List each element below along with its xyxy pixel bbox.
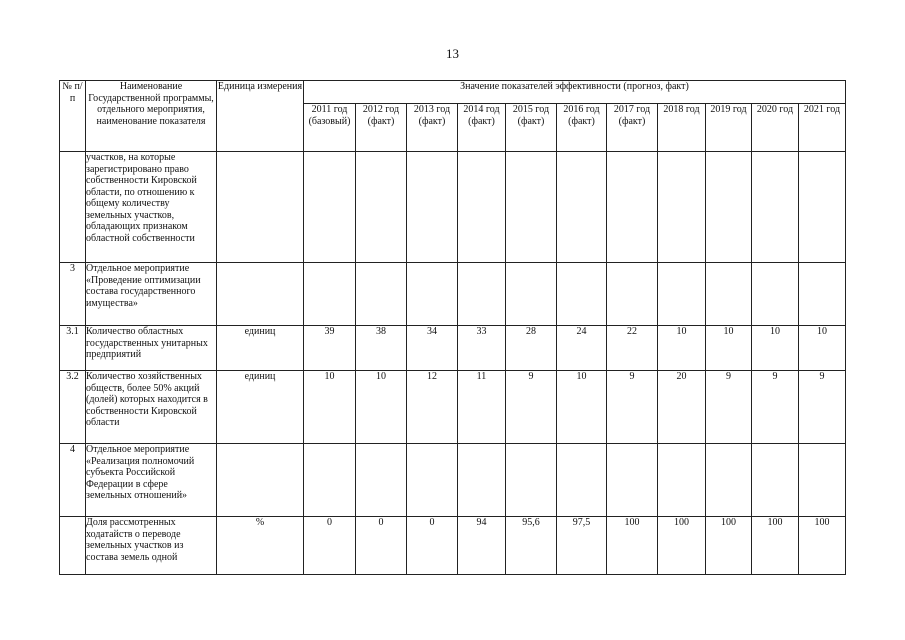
row-value — [356, 444, 407, 517]
row-unit: единиц — [217, 326, 304, 371]
row-name: Отдельное мероприятие «Проведение оптимизации состава государственного имущества» — [86, 263, 217, 326]
row-value: 11 — [458, 371, 506, 444]
row-name: участков, на которые зарегистрировано право собственности Кировской области, по отношению к общему количеству земельных участков, обладающих признаком областной собственности — [86, 152, 217, 263]
row-num: 3.2 — [60, 371, 86, 444]
row-value: 20 — [658, 371, 706, 444]
row-value — [304, 263, 356, 326]
row-value — [407, 444, 458, 517]
row-unit — [217, 444, 304, 517]
row-value: 9 — [799, 371, 846, 444]
row-value — [557, 444, 607, 517]
row-name: Отдельное мероприятие «Реализация полномочий субъекта Российской Федерации в сфере земельных отношений» — [86, 444, 217, 517]
header-name: Наименование Государственной программы, отдельного мероприятия, наименование показателя — [86, 81, 217, 152]
row-value — [752, 444, 799, 517]
table-row — [60, 152, 846, 263]
row-value: 94 — [458, 517, 506, 575]
row-value: 0 — [407, 517, 458, 575]
row-num — [60, 152, 86, 263]
row-value: 9 — [752, 371, 799, 444]
row-value — [706, 152, 752, 263]
row-value — [658, 444, 706, 517]
row-value: 0 — [304, 517, 356, 575]
year-header: 2012 год (факт) — [356, 104, 407, 152]
year-header: 2018 год — [658, 104, 706, 152]
row-value: 39 — [304, 326, 356, 371]
row-name: Количество хозяйственных обществ, более 50% акций (долей) которых находится в собственности Кировской области — [86, 371, 217, 444]
row-value: 10 — [658, 326, 706, 371]
row-value — [407, 152, 458, 263]
row-value — [607, 152, 658, 263]
year-header: 2021 год — [799, 104, 846, 152]
row-value — [506, 263, 557, 326]
header-unit: Единица измерения — [217, 81, 304, 152]
row-value: 10 — [557, 371, 607, 444]
year-header: 2017 год (факт) — [607, 104, 658, 152]
row-value — [752, 263, 799, 326]
row-value — [304, 444, 356, 517]
row-value — [706, 263, 752, 326]
row-value — [458, 263, 506, 326]
indicators-table — [59, 80, 846, 575]
row-value: 10 — [304, 371, 356, 444]
row-value: 9 — [506, 371, 557, 444]
row-unit — [217, 152, 304, 263]
table-row — [60, 444, 846, 517]
row-value — [799, 444, 846, 517]
row-value: 34 — [407, 326, 458, 371]
row-value — [607, 444, 658, 517]
row-value: 9 — [706, 371, 752, 444]
year-header: 2019 год — [706, 104, 752, 152]
row-num: 3 — [60, 263, 86, 326]
row-num — [60, 517, 86, 575]
table-row — [60, 326, 846, 371]
year-header: 2020 год — [752, 104, 799, 152]
row-value: 38 — [356, 326, 407, 371]
header-values-title: Значение показателей эффективности (прогноз, факт) — [304, 81, 846, 104]
row-value — [356, 152, 407, 263]
row-value: 28 — [506, 326, 557, 371]
row-value — [407, 263, 458, 326]
table-row — [60, 371, 846, 444]
row-name: Доля рассмотренных ходатайств о переводе земельных участков из состава земель одной — [86, 517, 217, 575]
row-value — [458, 152, 506, 263]
row-value — [799, 263, 846, 326]
row-num: 4 — [60, 444, 86, 517]
header-row-1 — [60, 81, 846, 104]
row-value — [752, 152, 799, 263]
row-value: 10 — [752, 326, 799, 371]
row-num: 3.1 — [60, 326, 86, 371]
table-row — [60, 517, 846, 575]
row-value — [557, 152, 607, 263]
row-value: 10 — [356, 371, 407, 444]
row-value: 24 — [557, 326, 607, 371]
row-value — [506, 152, 557, 263]
year-header: 2015 год (факт) — [506, 104, 557, 152]
row-value — [607, 263, 658, 326]
row-value: 100 — [658, 517, 706, 575]
row-value: 100 — [607, 517, 658, 575]
row-value: 10 — [706, 326, 752, 371]
row-unit: единиц — [217, 371, 304, 444]
row-value — [304, 152, 356, 263]
page-number: 13 — [446, 46, 459, 61]
row-value: 22 — [607, 326, 658, 371]
row-value: 95,6 — [506, 517, 557, 575]
row-value — [557, 263, 607, 326]
row-value — [458, 444, 506, 517]
row-unit — [217, 263, 304, 326]
year-header: 2011 год (базовый) — [304, 104, 356, 152]
row-value: 12 — [407, 371, 458, 444]
row-value: 33 — [458, 326, 506, 371]
row-value — [799, 152, 846, 263]
row-value — [658, 152, 706, 263]
row-value: 100 — [752, 517, 799, 575]
row-value: 10 — [799, 326, 846, 371]
row-value: 97,5 — [557, 517, 607, 575]
row-value — [506, 444, 557, 517]
year-header: 2014 год (факт) — [458, 104, 506, 152]
year-header: 2013 год (факт) — [407, 104, 458, 152]
row-value: 100 — [799, 517, 846, 575]
row-value — [706, 444, 752, 517]
row-value: 9 — [607, 371, 658, 444]
row-value: 100 — [706, 517, 752, 575]
row-value — [658, 263, 706, 326]
row-value: 0 — [356, 517, 407, 575]
row-value — [356, 263, 407, 326]
row-name: Количество областных государственных унитарных предприятий — [86, 326, 217, 371]
row-unit: % — [217, 517, 304, 575]
table-row — [60, 263, 846, 326]
year-header: 2016 год (факт) — [557, 104, 607, 152]
header-num: № п/п — [60, 81, 86, 152]
